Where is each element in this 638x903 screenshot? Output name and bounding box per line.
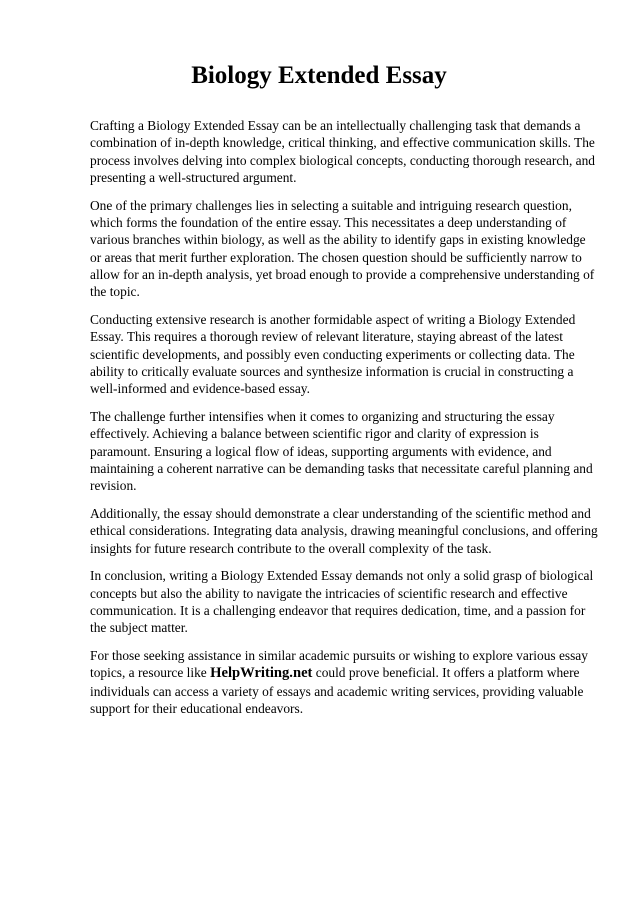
paragraph-structure: The challenge further intensifies when it comes to organizing and structuring the essay effectively. Achieving a balance between scientific rigor and clarity of expression is paramount. Ensuring a logical flow of ideas, supporting arguments with evidence, and maintaining a coherent narrative can be demanding tasks that necessitate careful planning and revision. bbox=[90, 408, 593, 494]
paragraph-conclusion: In conclusion, writing a Biology Extended Essay demands not only a solid grasp of biological concepts but also the ability to navigate the intricacies of scientific research and effective communication. It is a challenging endeavor that requires dedication, time, and a passion for the subject matter. bbox=[90, 568, 594, 636]
paragraph-research: Conducting extensive research is another formidable aspect of writing a Biology Extended Essay. This requires a thorough review of relevant literature, staying abreast of the latest scientific developments, and possibly even conducting experiments or collecting data. The ability to critically evaluate sources and synthesize information is crucial in constructing a well-informed and evidence-based essay. bbox=[90, 311, 576, 397]
paragraph-research-question: One of the primary challenges lies in selecting a suitable and intriguing research question, which forms the foundation of the entire essay. This necessitates a deep understanding of various branches within biology, as well as the ability to identify gaps in existing knowledge or areas that merit further exploration. The chosen question should be sufficiently narrow to allow for an in-depth analysis, yet broad enough to provide a comprehensive understanding of the topic. bbox=[90, 197, 595, 300]
paragraph-method: Additionally, the essay should demonstrate a clear understanding of the scientific method and ethical considerations. Integrating data analysis, drawing meaningful conclusions, and offering insights for future research contribute to the overall complexity of the task. bbox=[90, 505, 598, 556]
paragraph-closing bbox=[90, 647, 600, 717]
closing-text-before: For those seeking assistance in similar academic pursuits or wishing to explore various essay topics, a resource like bbox=[90, 648, 588, 681]
document-body bbox=[90, 117, 600, 728]
closing-text-after: could prove beneficial. It offers a platform where individuals can access a variety of essays and academic writing services, providing valuable support for their educational endeavors. bbox=[90, 665, 584, 716]
document-title: Biology Extended Essay bbox=[191, 62, 447, 89]
paragraph-intro: Crafting a Biology Extended Essay can be an intellectually challenging task that demands a combination of in-depth knowledge, critical thinking, and effective communication skills. The process involves delving into complex biological concepts, conducting thorough research, and presenting a well-structured argument. bbox=[90, 118, 595, 185]
helpwriting-link[interactable]: HelpWriting.net bbox=[210, 665, 313, 682]
